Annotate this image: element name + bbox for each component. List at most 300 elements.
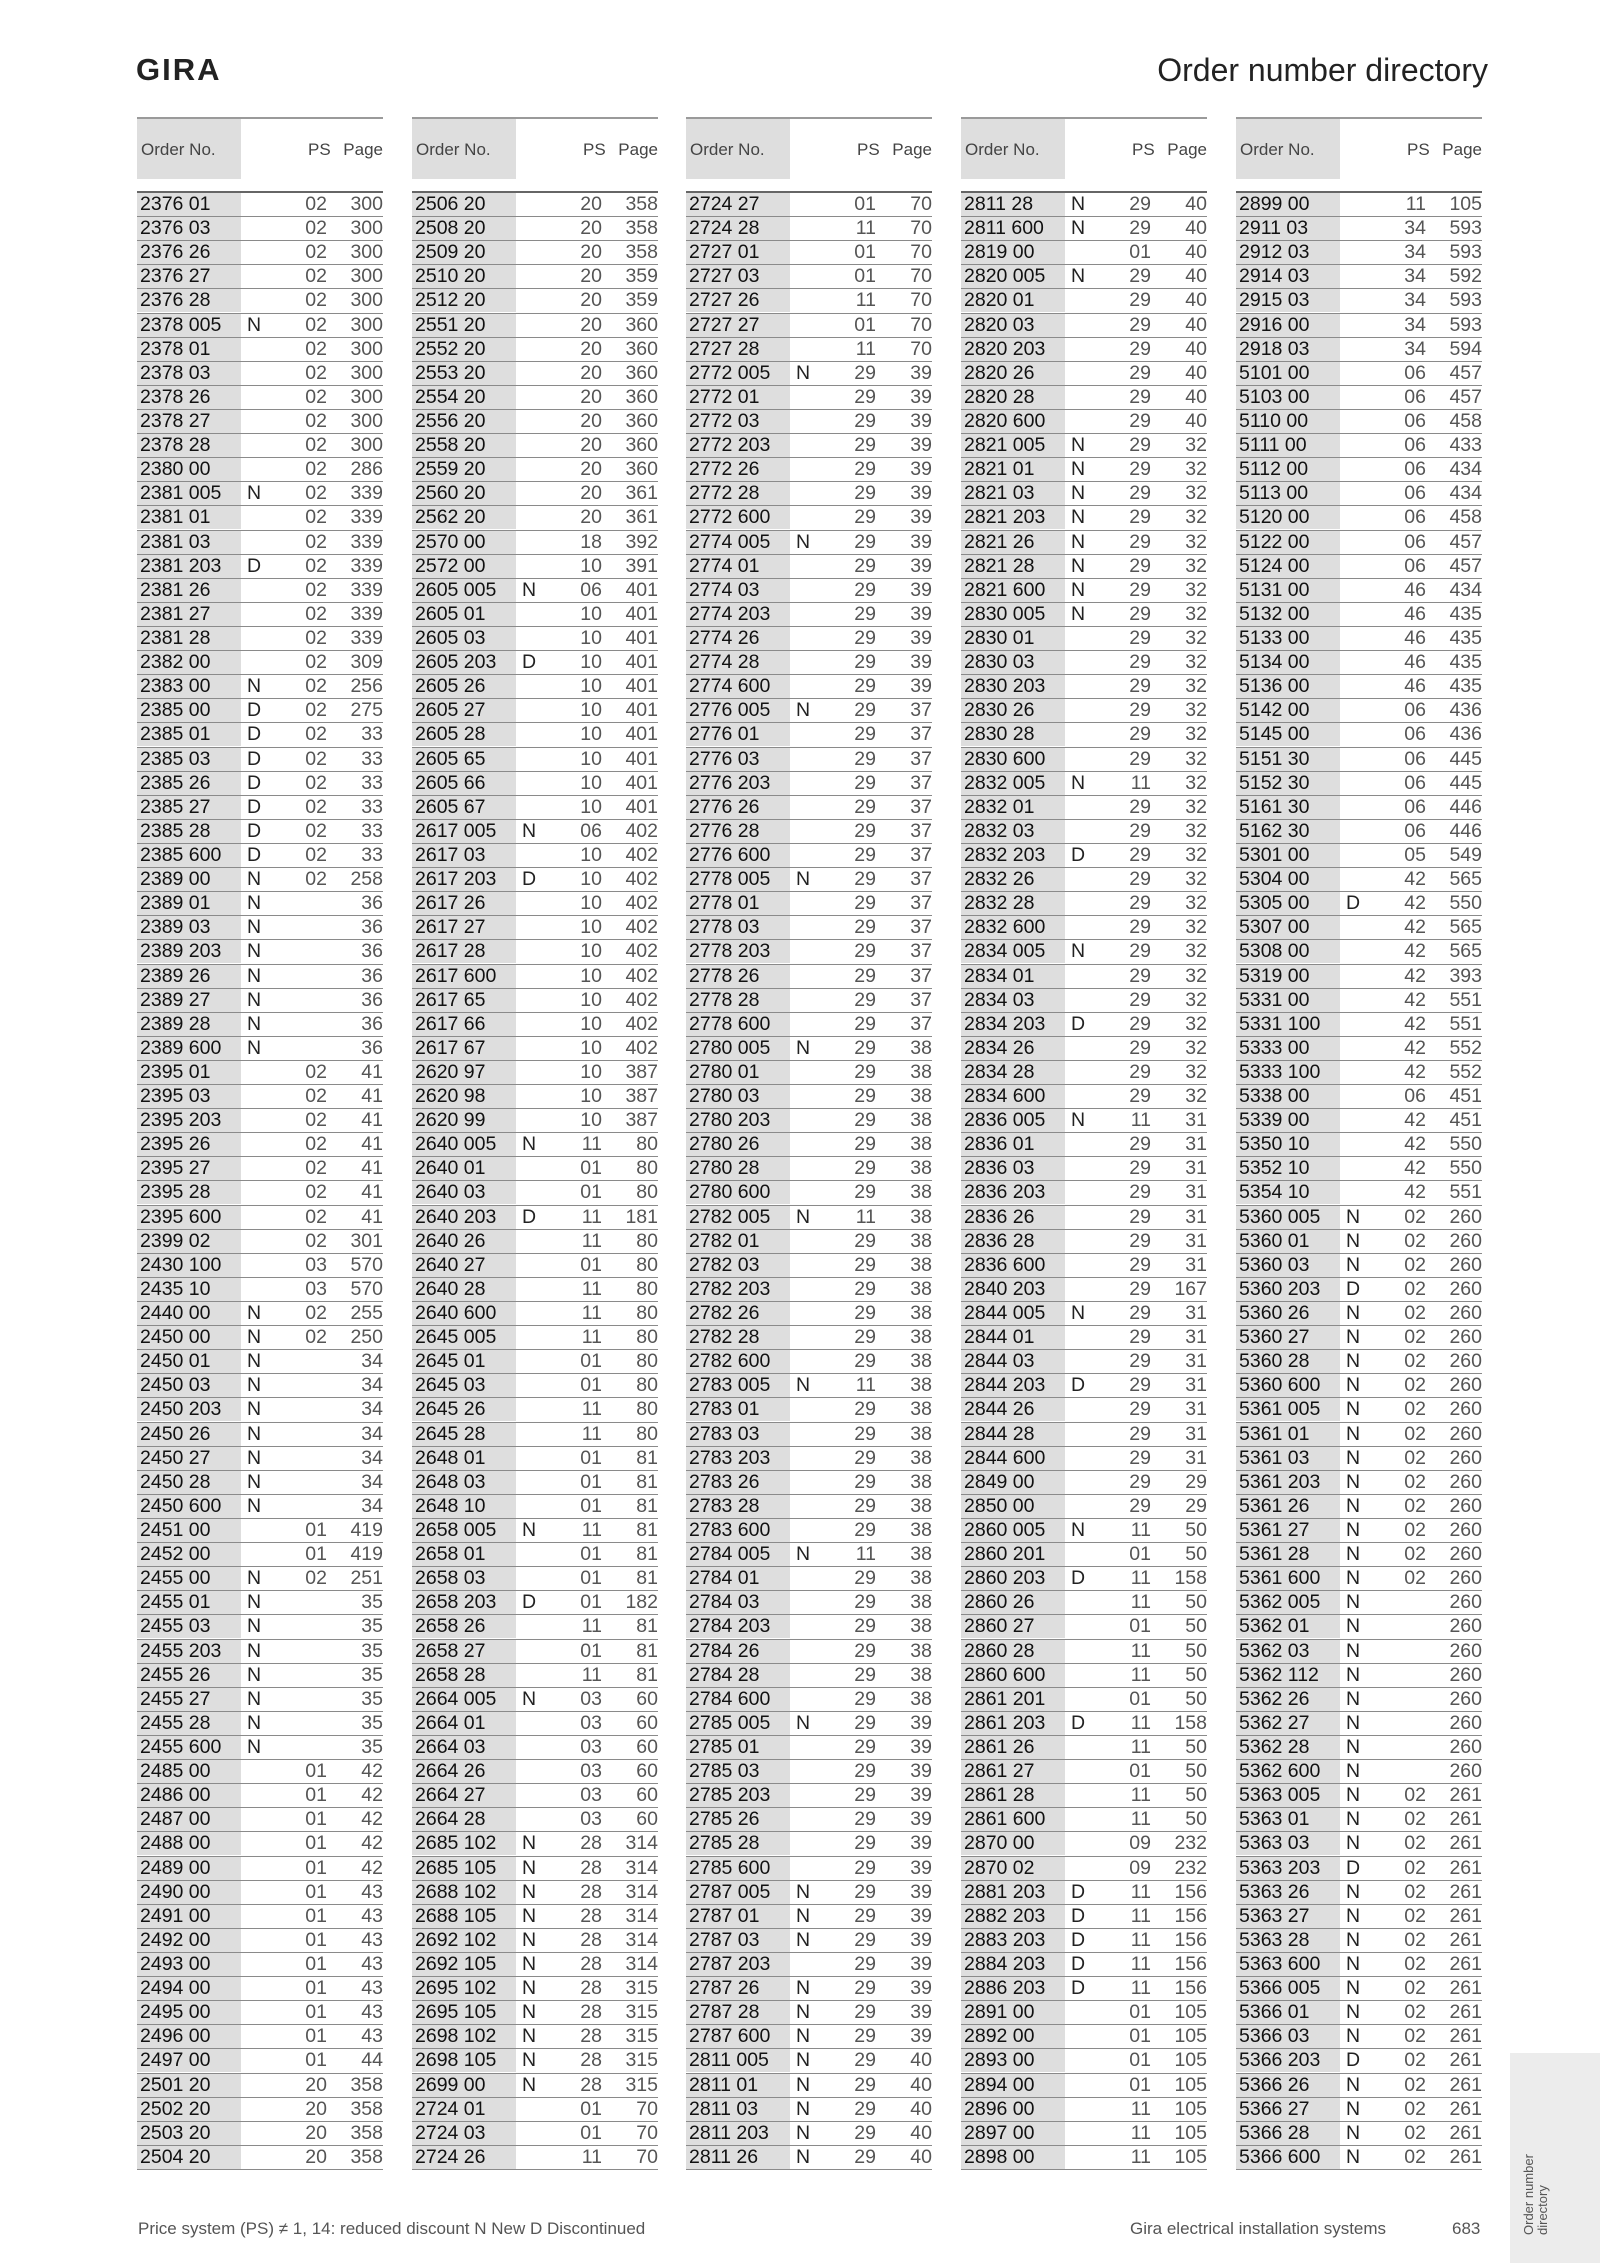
- table-row: [961, 892, 1207, 916]
- price-system: 02: [305, 651, 327, 674]
- table-row: [1236, 386, 1482, 410]
- page-reference: 37: [910, 892, 932, 915]
- order-number: 2772 26: [686, 458, 790, 481]
- price-system: 42: [1404, 988, 1426, 1011]
- price-system: 29: [854, 361, 876, 384]
- price-system: 42: [1404, 1036, 1426, 1059]
- page-reference: 260: [1449, 1422, 1482, 1445]
- section-tab[interactable]: [1510, 2053, 1600, 2263]
- table-row: [961, 410, 1207, 434]
- order-number: 2772 03: [686, 410, 790, 433]
- page-reference: 38: [910, 1085, 932, 1108]
- page-reference: 435: [1449, 651, 1482, 674]
- page-reference: 402: [625, 988, 658, 1011]
- page-reference: 260: [1449, 1302, 1482, 1325]
- price-system: 34: [1404, 265, 1426, 288]
- price-system: 06: [1404, 385, 1426, 408]
- page-reference: 105: [1174, 2121, 1207, 2144]
- table-row: [686, 1953, 932, 1977]
- header-page: Page: [618, 140, 658, 159]
- price-system: 29: [854, 1253, 876, 1276]
- table-row: [686, 1857, 932, 1881]
- page-reference: 39: [910, 554, 932, 577]
- page-reference: 39: [910, 1760, 932, 1783]
- table-row: [961, 965, 1207, 989]
- order-number: 2724 03: [412, 2122, 516, 2145]
- order-number: 5363 203: [1236, 1857, 1340, 1880]
- price-system: 20: [580, 482, 602, 505]
- page-reference: 36: [361, 1012, 383, 1035]
- table-row: [137, 217, 383, 241]
- status-marker: D: [1071, 1374, 1086, 1397]
- status-marker: N: [247, 1470, 262, 1493]
- price-system: 29: [1129, 506, 1151, 529]
- order-number: 2780 203: [686, 1109, 790, 1132]
- order-number: 2385 27: [137, 796, 241, 819]
- order-number: 5362 26: [1236, 1688, 1340, 1711]
- table-row: [137, 748, 383, 772]
- page-reference: 387: [625, 1060, 658, 1083]
- price-system: 02: [1404, 1326, 1426, 1349]
- table-row: [1236, 1423, 1482, 1447]
- page-reference: 39: [910, 1928, 932, 1951]
- price-system: 01: [580, 1157, 602, 1180]
- order-number: 5301 00: [1236, 844, 1340, 867]
- table-row: [686, 314, 932, 338]
- table-row: [686, 1736, 932, 1760]
- status-marker: N: [796, 1880, 811, 1903]
- price-system: 03: [580, 1760, 602, 1783]
- page-reference: 37: [910, 843, 932, 866]
- price-system: 11: [855, 1374, 876, 1397]
- price-system: 29: [1129, 289, 1151, 312]
- order-number: 2727 27: [686, 314, 790, 337]
- page-reference: 458: [1449, 506, 1482, 529]
- order-number: 2378 26: [137, 386, 241, 409]
- table-row: [686, 1567, 932, 1591]
- table-row: [412, 651, 658, 675]
- table-row: [1236, 193, 1482, 217]
- order-number: 2648 10: [412, 1495, 516, 1518]
- page-reference: 34: [361, 1494, 383, 1517]
- price-system: 29: [1129, 1253, 1151, 1276]
- table-row: [961, 1905, 1207, 1929]
- table-row: [1236, 579, 1482, 603]
- price-system: 29: [1129, 795, 1151, 818]
- status-marker: D: [1346, 1277, 1361, 1300]
- table-row: [137, 1230, 383, 1254]
- status-marker: N: [1071, 1109, 1086, 1132]
- order-number: 2645 26: [412, 1398, 516, 1421]
- price-system: 02: [305, 482, 327, 505]
- page-reference: 39: [910, 1832, 932, 1855]
- order-number: 2692 105: [412, 1953, 516, 1976]
- order-number: 5161 30: [1236, 796, 1340, 819]
- table-row: [686, 1085, 932, 1109]
- order-number: 2836 01: [961, 1133, 1065, 1156]
- price-system: 29: [854, 1494, 876, 1517]
- price-system: 02: [1404, 1374, 1426, 1397]
- order-number: 2820 01: [961, 289, 1065, 312]
- table-row: [412, 434, 658, 458]
- table-row: [686, 699, 932, 723]
- table-row: [686, 217, 932, 241]
- table-row: [412, 410, 658, 434]
- page-reference: 31: [1185, 1398, 1207, 1421]
- price-system: 01: [854, 241, 876, 264]
- price-system: 29: [1129, 193, 1151, 215]
- table-row: [1236, 2098, 1482, 2122]
- page-reference: 570: [350, 1253, 383, 1276]
- page-reference: 50: [1185, 1639, 1207, 1662]
- page-reference: 32: [1185, 578, 1207, 601]
- price-system: 02: [305, 434, 327, 457]
- table-row: [686, 1905, 932, 1929]
- order-number: 2772 203: [686, 434, 790, 457]
- table-row: [686, 651, 932, 675]
- price-system: 11: [1130, 1519, 1151, 1542]
- page-reference: 315: [625, 2073, 658, 2096]
- table-row: [686, 2146, 932, 2170]
- page-reference: 38: [910, 1422, 932, 1445]
- order-number: 2502 20: [137, 2098, 241, 2121]
- order-number: 2787 28: [686, 2001, 790, 2024]
- page-reference: 458: [1449, 409, 1482, 432]
- order-number: 5152 30: [1236, 772, 1340, 795]
- table-row: [137, 1953, 383, 1977]
- order-number: 2504 20: [137, 2146, 241, 2169]
- table-row: [412, 555, 658, 579]
- status-marker: N: [1346, 1326, 1361, 1349]
- order-number: 5366 26: [1236, 2074, 1340, 2097]
- price-system: 29: [1129, 1350, 1151, 1373]
- price-system: 02: [305, 868, 327, 891]
- table-row: [412, 531, 658, 555]
- table-row: [412, 1832, 658, 1856]
- page-reference: 361: [625, 482, 658, 505]
- table-row: [1236, 531, 1482, 555]
- status-marker: N: [1071, 530, 1086, 553]
- price-system: 28: [580, 1977, 602, 2000]
- page-reference: 36: [361, 916, 383, 939]
- table-row: [412, 1640, 658, 1664]
- price-system: 29: [1129, 1012, 1151, 1035]
- order-number: 2819 00: [961, 241, 1065, 264]
- price-system: 10: [580, 771, 602, 794]
- order-number: 2884 203: [961, 1953, 1065, 1976]
- page-reference: 260: [1449, 1519, 1482, 1542]
- order-number: 2486 00: [137, 1784, 241, 1807]
- page-reference: 300: [350, 337, 383, 360]
- table-row: [1236, 1760, 1482, 1784]
- table-row: [412, 1447, 658, 1471]
- page-reference: 40: [1185, 385, 1207, 408]
- table-row: [1236, 2122, 1482, 2146]
- order-number: 2886 203: [961, 1977, 1065, 2000]
- order-number: 2778 005: [686, 868, 790, 891]
- price-system: 29: [854, 1687, 876, 1710]
- header-page: Page: [892, 140, 932, 159]
- order-number: 2492 00: [137, 1929, 241, 1952]
- status-marker: N: [247, 1374, 262, 1397]
- order-number: 2897 00: [961, 2122, 1065, 2145]
- order-number: 2834 005: [961, 940, 1065, 963]
- page-reference: 300: [350, 241, 383, 264]
- table-row: [961, 1881, 1207, 1905]
- order-number: 2834 600: [961, 1085, 1065, 1108]
- table-row: [961, 1832, 1207, 1856]
- page-reference: 37: [910, 747, 932, 770]
- price-system: 11: [581, 1398, 602, 1421]
- order-number: 2385 26: [137, 772, 241, 795]
- price-system: 02: [305, 795, 327, 818]
- table-row: [686, 1808, 932, 1832]
- order-number: 5354 10: [1236, 1181, 1340, 1204]
- order-number: 2381 28: [137, 627, 241, 650]
- order-number: 5366 01: [1236, 2001, 1340, 2024]
- order-number: 5304 00: [1236, 868, 1340, 891]
- table-row: [1236, 651, 1482, 675]
- status-marker: N: [1346, 2001, 1361, 2024]
- page-reference: 251: [350, 1567, 383, 1590]
- status-marker: N: [1346, 1639, 1361, 1662]
- status-marker: N: [247, 1736, 262, 1758]
- price-system: 02: [1404, 1952, 1426, 1975]
- page-reference: 38: [910, 1470, 932, 1493]
- order-number: 2783 005: [686, 1374, 790, 1397]
- page-reference: 35: [361, 1711, 383, 1734]
- status-marker: N: [247, 1422, 262, 1445]
- price-system: 02: [305, 626, 327, 649]
- table-row: [686, 820, 932, 844]
- price-system: 29: [854, 843, 876, 866]
- table-row: [137, 386, 383, 410]
- page-reference: 593: [1449, 241, 1482, 264]
- order-number: 5331 00: [1236, 989, 1340, 1012]
- price-system: 29: [854, 1928, 876, 1951]
- order-number: 2727 26: [686, 289, 790, 312]
- price-system: 20: [580, 458, 602, 481]
- order-number: 5319 00: [1236, 965, 1340, 988]
- page-reference: 261: [1449, 2073, 1482, 2096]
- price-system: 09: [1129, 1832, 1151, 1855]
- order-number: 2832 005: [961, 772, 1065, 795]
- table-row: [961, 603, 1207, 627]
- table-row: [137, 265, 383, 289]
- price-system: 20: [580, 193, 602, 215]
- price-system: 29: [854, 530, 876, 553]
- table-row: [961, 916, 1207, 940]
- table-row: [961, 748, 1207, 772]
- price-system: 29: [854, 2049, 876, 2072]
- page-reference: 70: [636, 2097, 658, 2120]
- page-reference: 387: [625, 1085, 658, 1108]
- table-row: [961, 482, 1207, 506]
- page-reference: 81: [636, 1494, 658, 1517]
- table-row: [686, 193, 932, 217]
- header-order-no: Order No.: [416, 140, 491, 159]
- price-system: 29: [1129, 1085, 1151, 1108]
- order-number: 2821 005: [961, 434, 1065, 457]
- page-reference: 32: [1185, 747, 1207, 770]
- price-system: 02: [305, 747, 327, 770]
- page-reference: 35: [361, 1663, 383, 1686]
- price-system: 01: [580, 1470, 602, 1493]
- table-row: [1236, 723, 1482, 747]
- status-marker: N: [1071, 771, 1086, 794]
- table-row: [961, 458, 1207, 482]
- price-system: 11: [1130, 1711, 1151, 1734]
- page-reference: 401: [625, 747, 658, 770]
- order-number: 5363 005: [1236, 1784, 1340, 1807]
- order-number: 5136 00: [1236, 675, 1340, 698]
- page-reference: 419: [350, 1519, 383, 1542]
- page-reference: 42: [361, 1856, 383, 1879]
- order-number: 2494 00: [137, 1977, 241, 2000]
- status-marker: N: [522, 1832, 537, 1855]
- price-system: 20: [580, 265, 602, 288]
- order-number: 2664 27: [412, 1784, 516, 1807]
- table-row: [1236, 265, 1482, 289]
- price-system: 10: [580, 1109, 602, 1132]
- table-row: [1236, 1230, 1482, 1254]
- table-row: [1236, 1953, 1482, 1977]
- table-row: [137, 2074, 383, 2098]
- order-number: 2399 02: [137, 1230, 241, 1253]
- page-reference: 37: [910, 916, 932, 939]
- page-reference: 40: [1185, 289, 1207, 312]
- table-row: [686, 675, 932, 699]
- table-row: [137, 434, 383, 458]
- table-row: [1236, 1832, 1482, 1856]
- table-row: [961, 1061, 1207, 1085]
- status-marker: N: [247, 1711, 262, 1734]
- header-order-no: Order No.: [965, 140, 1040, 159]
- page-reference: 39: [910, 2001, 932, 2024]
- order-number: 2699 00: [412, 2074, 516, 2097]
- order-number: 2658 28: [412, 1664, 516, 1687]
- table-row: [686, 868, 932, 892]
- price-system: 02: [305, 193, 327, 215]
- order-number: 2685 105: [412, 1857, 516, 1880]
- status-marker: D: [247, 843, 262, 866]
- order-number: 2898 00: [961, 2146, 1065, 2169]
- status-marker: D: [1346, 892, 1361, 915]
- table-row: [137, 1736, 383, 1760]
- page-reference: 38: [910, 1567, 932, 1590]
- page-reference: 38: [910, 1446, 932, 1469]
- price-system: 11: [1130, 1109, 1151, 1132]
- page-reference: 60: [636, 1784, 658, 1807]
- price-system: 02: [1404, 2073, 1426, 2096]
- page-reference: 105: [1174, 2025, 1207, 2048]
- page-reference: 275: [350, 699, 383, 722]
- page-reference: 38: [910, 1663, 932, 1686]
- order-number: 2640 26: [412, 1230, 516, 1253]
- status-marker: N: [1346, 1422, 1361, 1445]
- table-row: [137, 1302, 383, 1326]
- price-system: 10: [580, 675, 602, 698]
- page-reference: 40: [1185, 217, 1207, 240]
- table-row: [137, 675, 383, 699]
- order-number: 2783 28: [686, 1495, 790, 1518]
- price-system: 06: [1404, 482, 1426, 505]
- order-number: 2914 03: [1236, 265, 1340, 288]
- order-number: 2844 005: [961, 1302, 1065, 1325]
- order-number: 5362 112: [1236, 1664, 1340, 1687]
- page-reference: 260: [1449, 1567, 1482, 1590]
- page-reference: 261: [1449, 2025, 1482, 2048]
- page-reference: 260: [1449, 1639, 1482, 1662]
- status-marker: N: [1346, 1663, 1361, 1686]
- table-row: [1236, 1808, 1482, 1832]
- table-row: [412, 772, 658, 796]
- table-row: [137, 1398, 383, 1422]
- page-reference: 358: [350, 2145, 383, 2168]
- order-number: 5363 27: [1236, 1905, 1340, 1928]
- price-system: 29: [1129, 1422, 1151, 1445]
- order-number: 5124 00: [1236, 555, 1340, 578]
- price-system: 29: [854, 434, 876, 457]
- order-number: 5366 005: [1236, 1977, 1340, 2000]
- status-marker: N: [247, 1350, 262, 1373]
- price-system: 29: [854, 2001, 876, 2024]
- table-row: [686, 1037, 932, 1061]
- order-number: 2640 203: [412, 1206, 516, 1229]
- order-number: 2811 600: [961, 217, 1065, 240]
- page-reference: 401: [625, 602, 658, 625]
- price-system: 29: [854, 385, 876, 408]
- order-number: 2918 03: [1236, 338, 1340, 361]
- status-marker: N: [247, 1494, 262, 1517]
- order-number: 2784 03: [686, 1591, 790, 1614]
- order-number: 2785 600: [686, 1857, 790, 1880]
- order-number: 2605 26: [412, 675, 516, 698]
- page-reference: 42: [361, 1808, 383, 1831]
- table-row: [686, 748, 932, 772]
- price-system: 01: [305, 2049, 327, 2072]
- page-reference: 80: [636, 1374, 658, 1397]
- order-number: 5333 100: [1236, 1061, 1340, 1084]
- order-number: 2844 203: [961, 1374, 1065, 1397]
- status-marker: N: [1346, 1711, 1361, 1734]
- price-system: 29: [854, 1277, 876, 1300]
- price-system: 01: [580, 2121, 602, 2144]
- table-row: [686, 1278, 932, 1302]
- order-number: 2820 28: [961, 386, 1065, 409]
- page-reference: 593: [1449, 217, 1482, 240]
- price-system: 02: [1404, 1880, 1426, 1903]
- page-reference: 105: [1449, 193, 1482, 215]
- order-number: 2508 20: [412, 217, 516, 240]
- price-system: 11: [855, 1205, 876, 1228]
- table-row: [412, 2146, 658, 2170]
- price-system: 29: [854, 699, 876, 722]
- order-number: 5360 203: [1236, 1278, 1340, 1301]
- order-number: 2664 005: [412, 1688, 516, 1711]
- status-marker: N: [247, 1446, 262, 1469]
- price-system: 29: [1129, 1374, 1151, 1397]
- row-list: [686, 193, 932, 2170]
- price-system: 29: [854, 1422, 876, 1445]
- table-row: [412, 1326, 658, 1350]
- table-row: [961, 1664, 1207, 1688]
- price-system: 29: [854, 1639, 876, 1662]
- order-number: 2556 20: [412, 410, 516, 433]
- page-reference: 31: [1185, 1422, 1207, 1445]
- status-marker: N: [1071, 458, 1086, 481]
- status-marker: N: [1071, 1302, 1086, 1325]
